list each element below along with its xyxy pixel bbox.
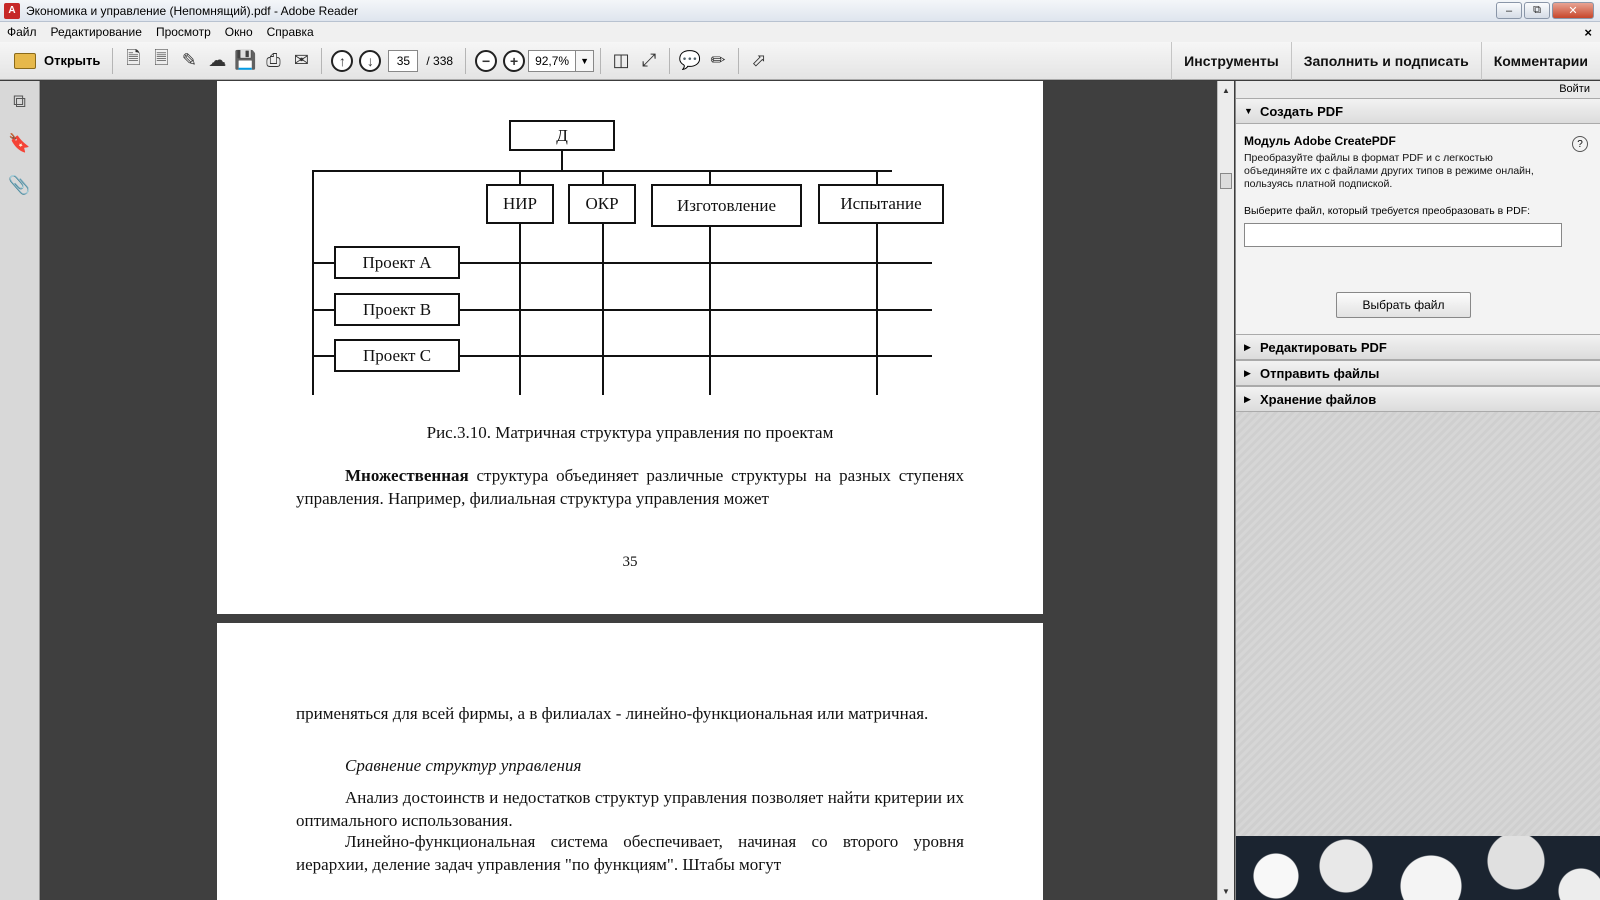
zoom-input[interactable]: 92,7%: [528, 50, 576, 72]
panel-tabs: [1171, 42, 1600, 80]
diagram-line: [312, 170, 314, 395]
section-create-pdf[interactable]: [1236, 98, 1600, 124]
triangle-right-icon: ▶: [1244, 393, 1251, 404]
attachment-icon[interactable]: 📎: [8, 174, 31, 195]
section-label: Редактировать PDF: [1260, 339, 1387, 355]
page-number-input[interactable]: 35: [388, 50, 418, 72]
diagram-box-manufacturing: Изготовление: [651, 184, 802, 227]
diagram-line: [312, 355, 334, 357]
toolbar: [0, 42, 1600, 80]
combine-files-icon[interactable]: 🗏: [154, 47, 169, 68]
diagram-box-project-c: Проект С: [334, 339, 460, 372]
fit-page-icon[interactable]: ◫: [612, 50, 630, 70]
paragraph: применяться для всей фирмы, а в филиалах - линейно-функциональная или матричная.: [296, 704, 929, 723]
cloud-upload-icon[interactable]: ☁: [208, 50, 227, 70]
email-icon[interactable]: ✉: [293, 50, 309, 70]
section-label: Хранение файлов: [1260, 391, 1377, 407]
chevron-down-icon[interactable]: ▼: [576, 50, 594, 72]
file-path-input[interactable]: [1244, 223, 1562, 247]
diagram-box-project-a: Проект А: [334, 246, 460, 279]
menu-bar: [0, 22, 1600, 42]
minimize-button[interactable]: –: [1496, 2, 1522, 19]
subheading: Сравнение структур управления: [345, 756, 582, 775]
triangle-down-icon: ▼: [1244, 106, 1253, 116]
section-label: Отправить файлы: [1260, 365, 1380, 381]
plus-icon: +: [503, 50, 525, 72]
diagram-line: [602, 170, 604, 184]
diagram-line: [561, 151, 563, 171]
tab-fill-sign[interactable]: Заполнить и подписать: [1291, 42, 1481, 80]
toolbar-separator: [600, 48, 601, 74]
vertical-scrollbar[interactable]: [1217, 81, 1234, 900]
fullscreen-icon[interactable]: ⬀: [751, 50, 767, 70]
zoom-out-button[interactable]: [472, 47, 500, 75]
module-title: Модуль Adobe CreatePDF: [1244, 134, 1396, 148]
paragraph: Линейно-функциональная система обеспечивает, начиная со второго уровня иерархии, деление задач управления "по функциям". Штабы могут: [296, 832, 964, 874]
highlight-icon[interactable]: ✏: [710, 50, 726, 70]
diagram-box-testing: Испытание: [818, 184, 944, 224]
window-controls: [1496, 2, 1594, 19]
next-page-button[interactable]: [356, 47, 384, 75]
menu-view[interactable]: Просмотр: [155, 25, 211, 39]
module-description: Преобразуйте файлы в формат PDF и с легкостью объединяйте их с файлами других типов в режиме онлайн, пользуясь платной подпиской.: [1244, 152, 1534, 190]
triangle-right-icon: ▶: [1244, 367, 1251, 378]
scroll-down-icon[interactable]: ▼: [1222, 886, 1230, 896]
choose-file-button[interactable]: Выбрать файл: [1336, 292, 1471, 318]
toolbar-separator: [669, 48, 670, 74]
file-prompt: Выберите файл, который требуется преобразовать в PDF:: [1244, 205, 1531, 217]
diagram-line: [460, 309, 932, 311]
diagram-box-okr: ОКР: [568, 184, 636, 224]
adobe-reader-icon: A: [4, 3, 20, 19]
figure-caption: Рис.3.10. Матричная структура управления по проектам: [426, 423, 834, 442]
close-button[interactable]: ✕: [1552, 2, 1594, 19]
edit-pdf-icon[interactable]: ✎: [181, 50, 197, 70]
diagram-line: [519, 170, 521, 184]
title-bar: [0, 0, 1600, 22]
create-pdf-icon[interactable]: 🗎: [126, 47, 141, 68]
diagram-line: [709, 170, 711, 184]
arrow-down-icon: ↓: [359, 50, 381, 72]
page-number: 35: [622, 554, 638, 570]
diagram-line: [460, 262, 932, 264]
toolbar-separator: [738, 48, 739, 74]
fit-width-icon[interactable]: ⤢: [641, 50, 657, 70]
bookmark-icon[interactable]: 🔖: [8, 132, 31, 153]
minus-icon: −: [475, 50, 497, 72]
navigation-pane: [0, 81, 40, 900]
diagram-line: [460, 355, 932, 357]
section-send-files[interactable]: [1236, 360, 1600, 386]
page-total: / 338: [426, 53, 454, 68]
triangle-right-icon: ▶: [1244, 341, 1251, 352]
toolbar-separator: [321, 48, 322, 74]
section-file-storage[interactable]: [1236, 386, 1600, 412]
menu-edit[interactable]: Редактирование: [50, 25, 142, 39]
scrollbar-thumb[interactable]: [1220, 173, 1232, 189]
close-document-icon[interactable]: ×: [1584, 24, 1592, 40]
bold-term: Множественная: [345, 466, 469, 485]
diagram-line: [312, 309, 334, 311]
menu-file[interactable]: Файл: [7, 25, 37, 39]
save-icon[interactable]: 💾: [234, 50, 257, 70]
paragraph: [296, 464, 964, 510]
scroll-up-icon[interactable]: ▲: [1222, 85, 1230, 95]
diagram-box-nir: НИР: [486, 184, 554, 224]
create-pdf-body: [1236, 124, 1600, 334]
maximize-button[interactable]: ⧉: [1524, 2, 1550, 19]
pdf-page-35: [217, 81, 1043, 614]
tools-panel: [1235, 81, 1600, 900]
folder-icon: [14, 53, 36, 69]
paragraph-text: структура объединяет различные структуры на разных ступенях управления. Например, филиальная структура управления может: [296, 466, 964, 508]
window-title: Экономика и управление (Непомнящий).pdf - Adobe Reader: [26, 3, 359, 18]
open-label: Открыть: [44, 53, 101, 68]
section-label: Создать PDF: [1260, 103, 1344, 119]
diagram-box-project-b: Проект В: [334, 293, 460, 326]
open-button[interactable]: [8, 47, 106, 75]
paragraph: Анализ достоинств и недостатков структур управления позволяет найти критерии их оптимального использования.: [296, 788, 964, 830]
tab-comments[interactable]: Комментарии: [1481, 42, 1600, 80]
diagram-line: [709, 227, 711, 395]
zoom-in-button[interactable]: [500, 47, 528, 75]
previous-page-button[interactable]: [328, 47, 356, 75]
toolbar-separator: [112, 48, 113, 74]
arrow-up-icon: ↑: [331, 50, 353, 72]
page-thumbnails-icon[interactable]: ⧉: [13, 90, 26, 111]
pdf-page-36: [217, 623, 1043, 900]
diagram-line: [312, 262, 334, 264]
promo-image: [1236, 836, 1600, 900]
tab-tools[interactable]: Инструменты: [1171, 42, 1291, 80]
toolbar-separator: [465, 48, 466, 74]
print-icon[interactable]: ⎙: [266, 50, 281, 70]
comment-icon[interactable]: 💬: [678, 50, 702, 70]
document-view[interactable]: [41, 81, 1217, 900]
section-edit-pdf[interactable]: [1236, 334, 1600, 360]
diagram-box-director: Д: [509, 120, 615, 151]
login-link[interactable]: Войти: [1236, 81, 1600, 98]
diagram-line: [876, 170, 878, 184]
menu-window[interactable]: Окно: [224, 25, 253, 39]
menu-help[interactable]: Справка: [266, 25, 314, 39]
help-icon[interactable]: ?: [1572, 136, 1588, 152]
